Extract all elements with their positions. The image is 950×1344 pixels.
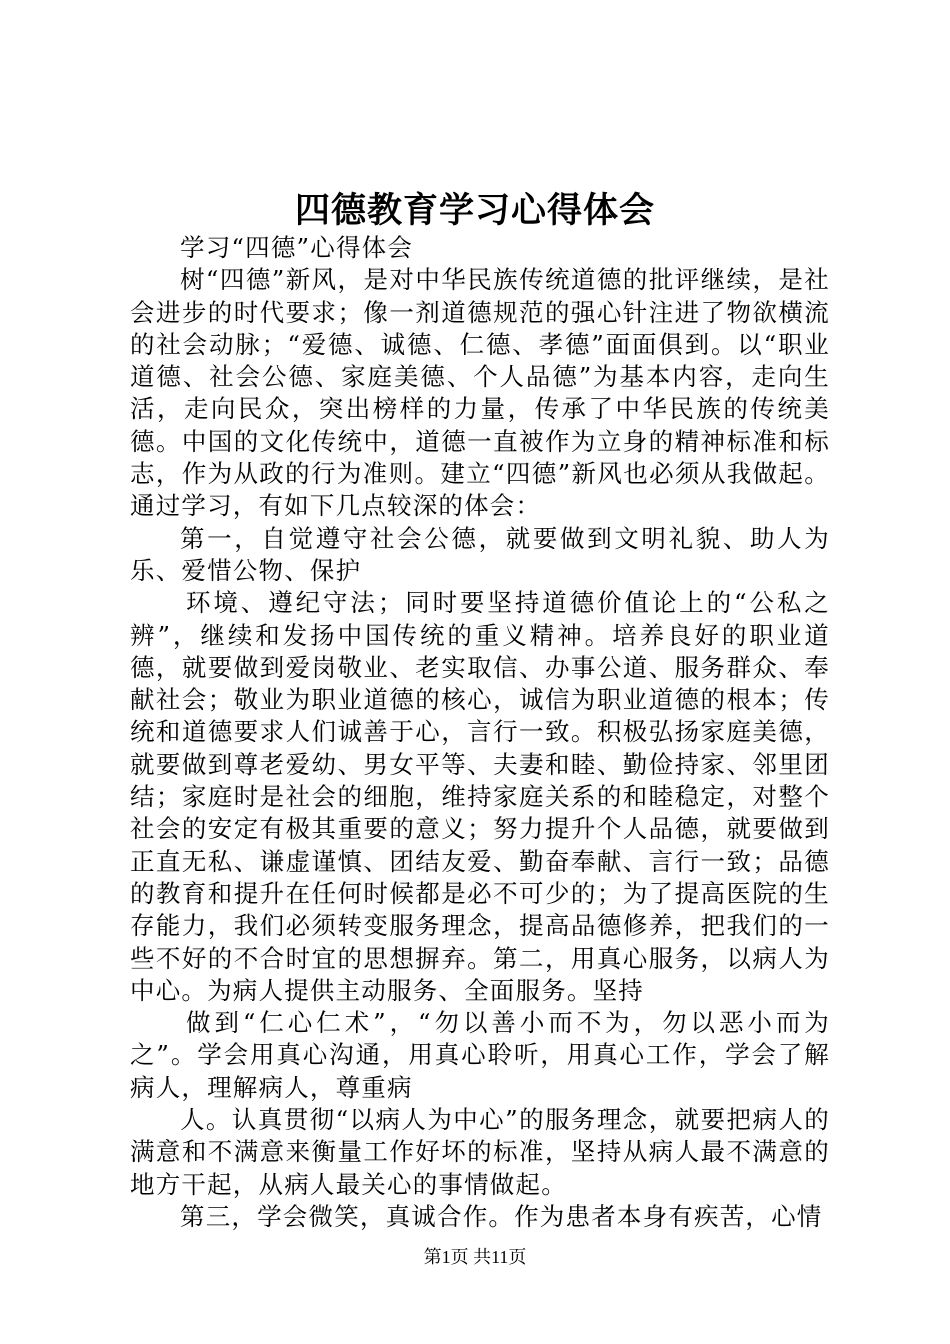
paragraph: 树“四德”新风，是对中华民族传统道德的批评继续，是社会进步的时代要求；像一剂道德规范的强心针注进了物欲横流的社会动脉；“爱德、诚德、仁德、孝德”面面俱到。以“职业道德、社会公德、家庭美德、个人品德”为基本内容，走向生活，走向民众，突出榜样的力量，传承了中华民族的传统美德。中国的文化传统中，道德一直被作为立身的精神标准和标志，作为从政的行为准则。建立“四德”新风也必须从我做起。通过学习，有如下几点较深的体会：: [130, 265, 830, 521]
document-title: 四德教育学习心得体会: [294, 190, 655, 231]
document-body: [130, 232, 830, 1233]
paragraph: 第一，自觉遵守社会公德，就要做到文明礼貌、助人为乐、爱惜公物、保护: [130, 523, 830, 585]
page-indicator: 第1页 共11页: [423, 1247, 527, 1267]
paragraph: 第三，学会微笑，真诚合作。作为患者本身有疾苦，心情: [180, 1201, 823, 1231]
document-subtitle: 学习“四德”心得体会: [180, 233, 414, 262]
paragraph: 人。认真贯彻“以病人为中心”的服务理念，就要把病人的满意和不满意来衡量工作好坏的标准，坚持从病人最不满意的地方干起，从病人最关心的事情做起。: [130, 1105, 830, 1199]
paragraph: 做到“仁心仁术”，“勿以善小而不为，勿以恶小而为之”。学会用真心沟通，用真心聆听，用真心工作，学会了解病人，理解病人，尊重病: [130, 1008, 830, 1102]
paragraph: 环境、遵纪守法；同时要坚持道德价值论上的“公私之辨”，继续和发扬中国传统的重义精神。培养良好的职业道德，就要做到爱岗敬业、老实取信、办事公道、服务群众、奉献社会；敬业为职业道德的核心，诚信为职业道德的根本；传统和道德要求人们诚善于心，言行一致。积极弘扬家庭美德，就要做到尊老爱幼、男女平等、夫妻和睦、勤俭持家、邻里团结；家庭时是社会的细胞，维持家庭关系的和睦稳定，对整个社会的安定有极其重要的意义；努力提升个人品德，就要做到正直无私、谦虚谨慎、团结友爱、勤奋奉献、言行一致；品德的教育和提升在任何时候都是必不可少的；为了提高医院的生存能力，我们必须转变服务理念，提高品德修养，把我们的一些不好的不合时宜的思想摒弃。第二，用真心服务，以病人为中心。为病人提供主动服务、全面服务。坚持: [130, 588, 830, 1005]
